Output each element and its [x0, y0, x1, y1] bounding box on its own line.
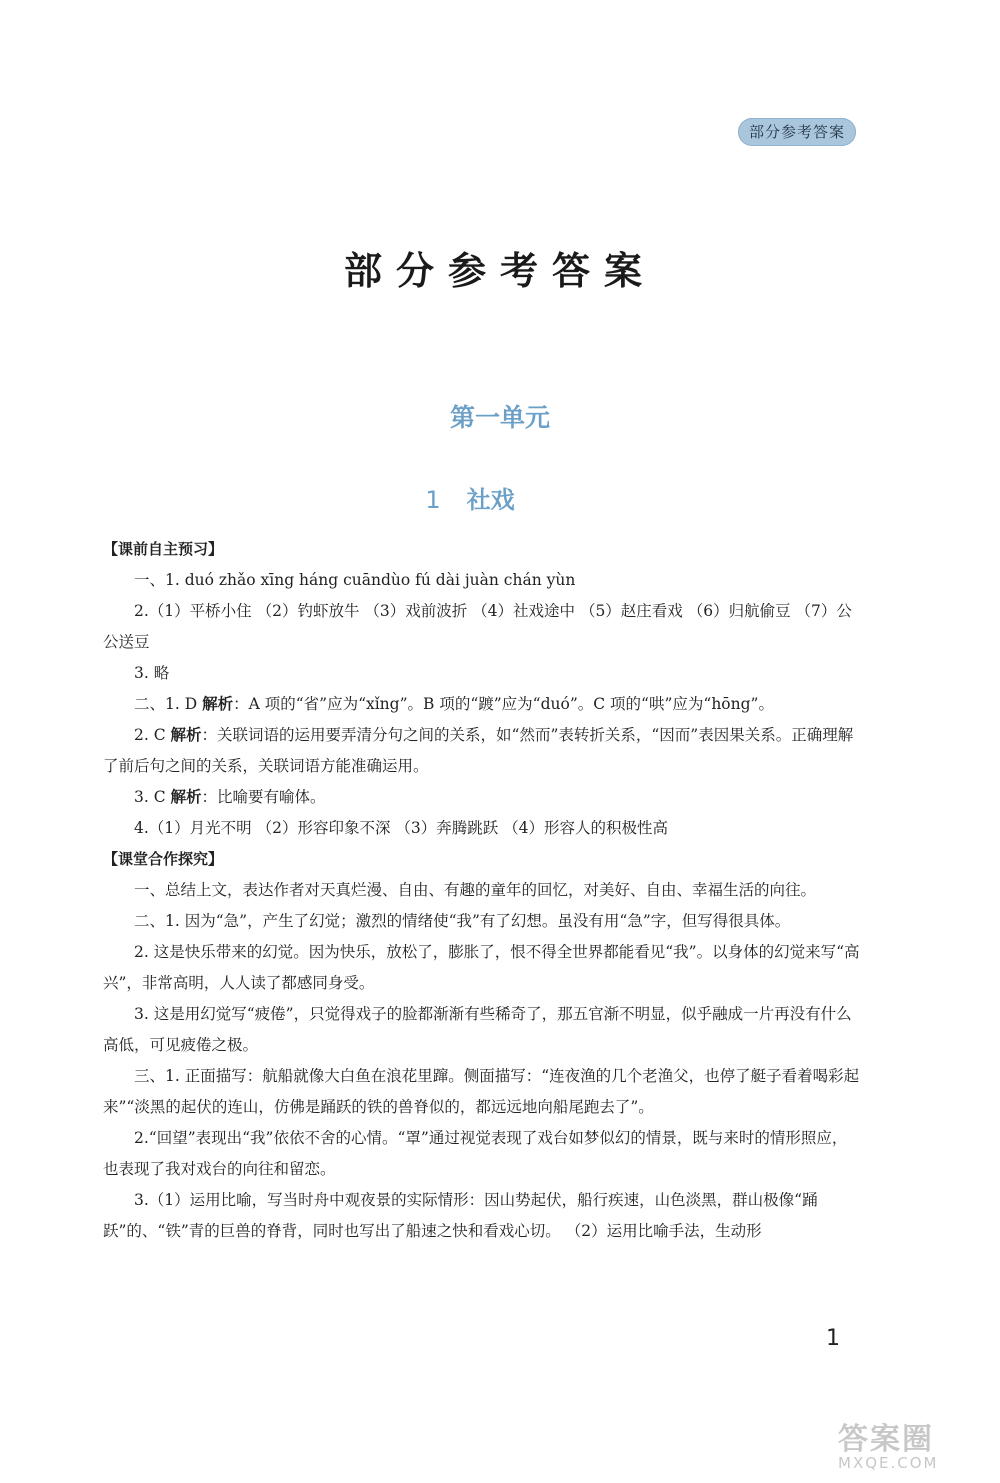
answer-line: 3. 这是用幻觉写“疲倦”，只觉得戏子的脸都渐渐有些稀奇了，那五官渐不明显，似乎融成一片再没有什么高低，可见疲倦之极。: [103, 1005, 852, 1054]
watermark-main: 答案圈: [838, 1422, 934, 1457]
answer-prefix: 2. C: [134, 726, 171, 744]
unit-title: 第一单元: [449, 403, 550, 432]
answer-content: [103, 534, 860, 1247]
section-tab-badge: 部分参考答案: [738, 118, 856, 146]
analysis-label: 解析: [170, 726, 202, 744]
section-heading-preview: 【课前自主预习】: [103, 540, 224, 558]
answer-line: 4.（1）月光不明 （2）形容印象不深 （3）奔腾跳跃 （4）形容人的积极性高: [134, 819, 669, 837]
answer-line: [103, 689, 860, 720]
answer-line: 2.“回望”表现出“我”依依不舍的心情。“罩”通过视觉表现了戏台如梦似幻的情景，既与来时的情形照应，也表现了我对戏台的向往和留恋。: [103, 1129, 848, 1178]
section-heading-explore: 【课堂合作探究】: [103, 850, 224, 868]
answer-line: 3. 略: [134, 664, 170, 682]
watermark-logo: [838, 1414, 988, 1478]
page-number: 1: [826, 1326, 840, 1351]
answer-line: 2.（1）平桥小住 （2）钓虾放牛 （3）戏前波折 （4）社戏途中 （5）赵庄看戏 （6）归航偷豆 （7）公公送豆: [103, 602, 852, 651]
lesson-title: [0, 480, 940, 515]
answer-line: [103, 720, 860, 782]
answer-line: 2. 这是快乐带来的幻觉。因为快乐，放松了，膨胀了，恨不得全世界都能看见“我”。以身体的幻觉来写“高兴”，非常高明，人人读了都感同身受。: [103, 943, 860, 992]
page-title: 部分参考答案: [343, 248, 656, 293]
answer-prefix: 二、1. D: [134, 695, 203, 713]
answer-prefix: 3. C: [134, 788, 171, 806]
answer-line: 一、总结上文，表达作者对天真烂漫、自由、有趣的童年的回忆，对美好、自由、幸福生活的向往。: [134, 881, 817, 899]
answer-line: 二、1. 因为“急”，产生了幻觉；激烈的情绪使“我”有了幻想。虽没有用“急”字，但写得很具体。: [134, 912, 791, 930]
answer-line: [103, 782, 860, 813]
answer-line: 一、1. duó zhǎo xīng háng cuāndùo fú dài juàn chán yùn: [134, 571, 576, 589]
answer-line: 3.（1）运用比喻，写当时舟中观夜景的实际情形：因山势起伏，船行疾速，山色淡黑，群山极像“踊跃”的、“铁”青的巨兽的脊背，同时也写出了船速之快和看戏心切。 （2）运用比喻手法，生动形: [103, 1191, 818, 1240]
analysis-text: ：关联词语的运用要弄清分句之间的关系，如“然而”表转折关系，“因而”表因果关系。正确理解了前后句之间的关系，关联词语方能准确运用。: [103, 726, 854, 775]
analysis-label: 解析: [170, 788, 202, 806]
lesson-name: 社戏: [466, 486, 515, 514]
lesson-number: 1: [425, 486, 441, 514]
analysis-label: 解析: [202, 695, 234, 713]
analysis-text: ：比喻要有喻体。: [201, 788, 326, 806]
analysis-text: ：A 项的“省”应为“xǐng”。B 项的“踱”应为“duó”。C 项的“哄”应为“hōng”。: [233, 695, 774, 713]
answer-line: 三、1. 正面描写：航船就像大白鱼在浪花里蹿。侧面描写：“连夜渔的几个老渔父，也停了艇子看着喝彩起来”“淡黑的起伏的连山，仿佛是踊跃的铁的兽脊似的，都远远地向船尾跑去了”。: [103, 1067, 860, 1116]
watermark-sub: MXQE.COM: [838, 1454, 939, 1472]
